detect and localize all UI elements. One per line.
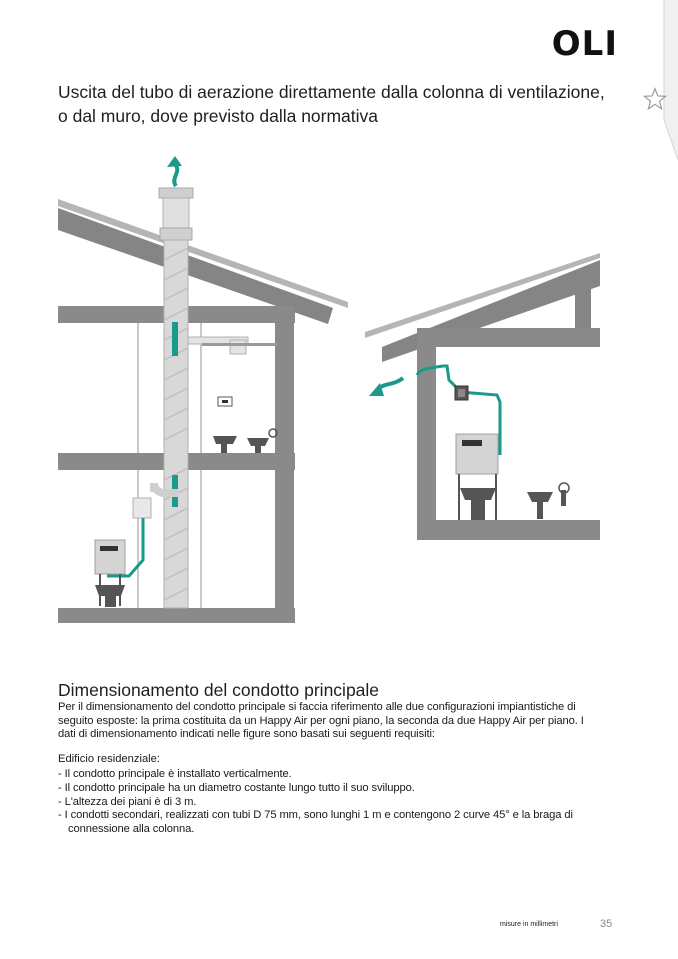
- list-item: - Il condotto principale ha un diametro costante lungo tutto il suo sviluppo.: [58, 782, 598, 796]
- ventilation-illustration: [55, 150, 605, 630]
- units-note: misure in millimetri: [500, 921, 558, 928]
- airflow-arrow-icon: [369, 378, 403, 396]
- airflow-arrow-icon: [167, 156, 182, 186]
- star-outline-icon[interactable]: [642, 86, 668, 112]
- list-item: - Il condotto principale è installato verticalmente.: [58, 768, 598, 782]
- page-number: 35: [600, 918, 613, 930]
- section-heading: Dimensionamento del condotto principale: [58, 680, 380, 700]
- intro-paragraph: Per il dimensionamento del condotto principale si faccia riferimento alle due configurazioni impiantistiche di seguito esposte: la prima costituita da un Happy Air per ogni piano, la seconda da due Happy Air per piano. I dati di dimensionamento indicati nelle figure sono basati sui seguenti requisiti:: [58, 701, 584, 740]
- page-curl-corner: [628, 0, 678, 160]
- main-vent-column: [159, 188, 193, 608]
- right-room-fixtures: [417, 366, 569, 520]
- requirements-heading: Edificio residenziale:: [58, 753, 160, 765]
- requirements-list: [58, 768, 598, 837]
- list-item: - I condotti secondari, realizzati con tubi D 75 mm, sono lunghi 1 m e contengono 2 curve 45° e la braga di connessione alla colonna.: [58, 809, 598, 837]
- page-title: Uscita del tubo di aerazione direttamente dalla colonna di ventilazione, o dal muro, dove previsto dalla normativa: [58, 82, 605, 126]
- list-item: - L'altezza dei piani è di 3 m.: [58, 796, 598, 810]
- oli-logo: OLI: [551, 24, 618, 64]
